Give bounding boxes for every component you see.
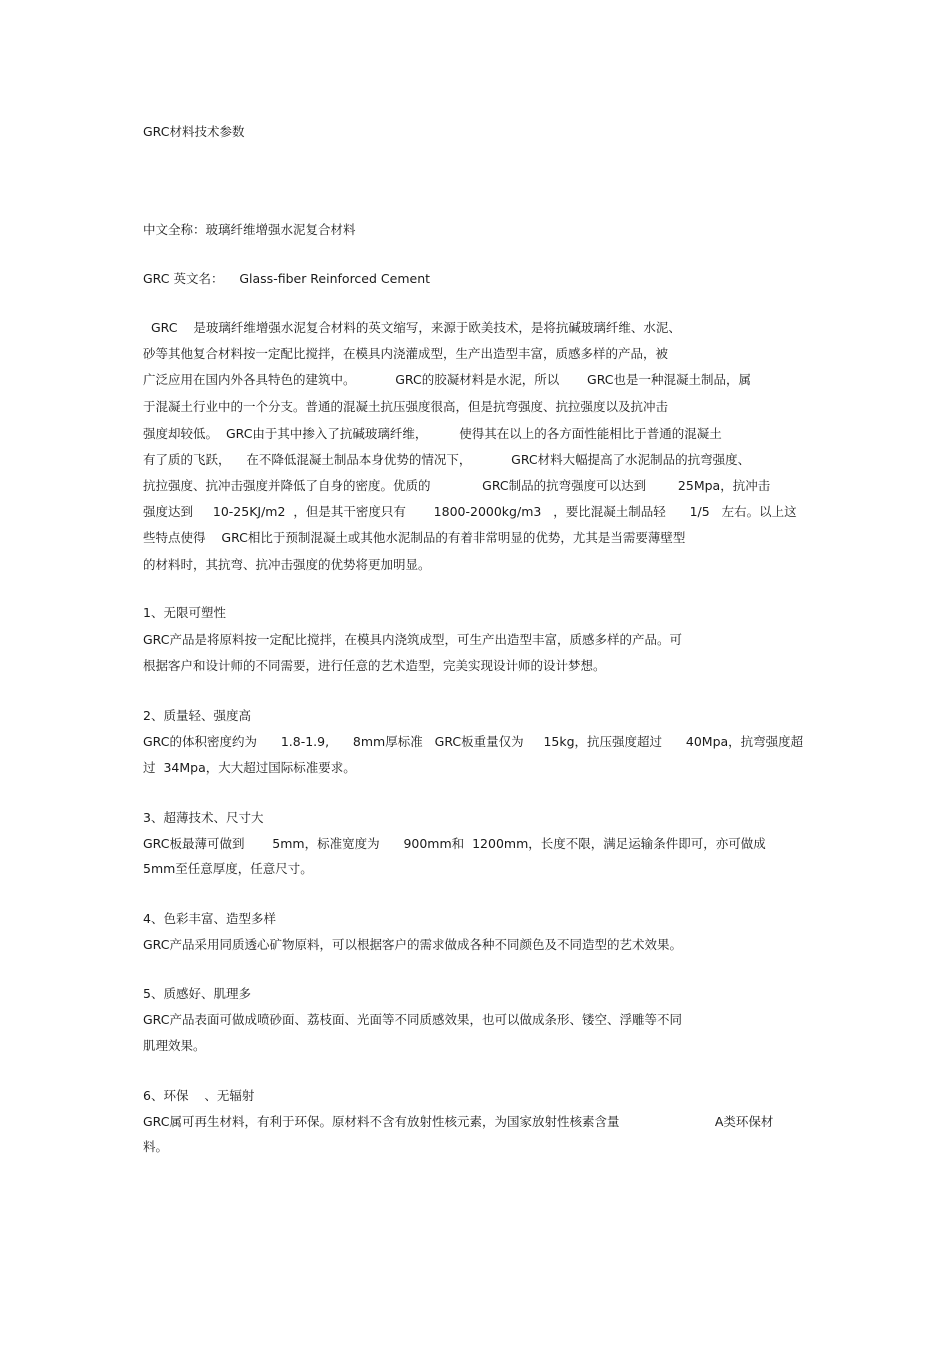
intro-line: 于混凝土行业中的一个分支。普通的混凝土抗压强度很高，但是抗弯强度、抗拉强度以及抗冲击 bbox=[143, 399, 669, 414]
section-text: 根据客户和设计师的不同需要，进行任意的艺术造型，完美实现设计师的设计梦想。 bbox=[143, 658, 606, 673]
intro-line: 些特点使得 GRC相比于预制混凝土或其他水泥制品的有着非常明显的优势，尤其是当需要薄壁型 bbox=[143, 530, 686, 545]
section-heading: 2、质量轻、强度高 bbox=[143, 708, 251, 723]
section-heading: 6、环保 、无辐射 bbox=[143, 1088, 255, 1103]
english-name: GRC 英文名： Glass-fiber Reinforced Cement bbox=[143, 271, 431, 286]
section-heading: 1、无限可塑性 bbox=[143, 605, 226, 620]
section-heading: 4、色彩丰富、造型多样 bbox=[143, 911, 276, 926]
intro-line: GRC 是玻璃纤维增强水泥复合材料的英文缩写，来源于欧美技术，是将抗碱玻璃纤维、水泥、 bbox=[143, 320, 681, 335]
intro-line: 抗拉强度、抗冲击强度并降低了自身的密度。优质的 GRC制品的抗弯强度可以达到 25Mpa，抗冲击 bbox=[143, 478, 771, 493]
intro-line: 砂等其他复合材料按一定配比搅拌，在模具内浇灌成型，生产出造型丰富，质感多样的产品，被 bbox=[143, 346, 669, 361]
section-text: 过 34Mpa，大大超过国际标准要求。 bbox=[143, 760, 356, 775]
section-text: GRC板最薄可做到 5mm，标准宽度为 900mm和 1200mm，长度不限，满足运输条件即可，亦可做成 bbox=[143, 836, 766, 851]
document-title: GRC材料技术参数 bbox=[143, 124, 245, 139]
section-text: GRC的体积密度约为 1.8-1.9, 8mm厚标准 GRC板重量仅为 15kg，抗压强度超过 40Mpa，抗弯强度超 bbox=[143, 734, 804, 749]
intro-line: 广泛应用在国内外各具特色的建筑中。 GRC的胶凝材料是水泥，所以 GRC也是一种混凝土制品，属 bbox=[143, 372, 752, 387]
intro-line: 的材料时，其抗弯、抗冲击强度的优势将更加明显。 bbox=[143, 557, 431, 572]
section-text: GRC产品采用同质透心矿物原料，可以根据客户的需求做成各种不同颜色及不同造型的艺术效果。 bbox=[143, 937, 682, 952]
intro-line: 有了质的飞跃， 在不降低混凝土制品本身优势的情况下， GRC材料大幅提高了水泥制品的抗弯强度、 bbox=[143, 452, 751, 467]
section-text: GRC产品是将原料按一定配比搅拌，在模具内浇筑成型，可生产出造型丰富，质感多样的产品。可 bbox=[143, 632, 682, 647]
section-heading: 3、超薄技术、尺寸大 bbox=[143, 810, 264, 825]
section-text: GRC产品表面可做成喷砂面、荔枝面、光面等不同质感效果，也可以做成条形、镂空、浮雕等不同 bbox=[143, 1012, 682, 1027]
section-text: 肌理效果。 bbox=[143, 1038, 206, 1053]
section-heading: 5、质感好、肌理多 bbox=[143, 986, 251, 1001]
chinese-full-name: 中文全称：玻璃纤维增强水泥复合材料 bbox=[143, 222, 356, 237]
section-text: 5mm至任意厚度，任意尺寸。 bbox=[143, 861, 313, 876]
section-text: 料。 bbox=[143, 1139, 169, 1154]
section-text: GRC属可再生材料，有利于环保。原材料不含有放射性核元素，为国家放射性核素含量 A类环保材 bbox=[143, 1114, 774, 1129]
intro-line: 强度却较低。 GRC由于其中掺入了抗碱玻璃纤维， 使得其在以上的各方面性能相比于普通的混凝土 bbox=[143, 426, 722, 441]
intro-line: 强度达到 10-25KJ/m2 ，但是其干密度只有 1800-2000kg/m3 ，要比混凝土制品轻 1/5 左右。以上这 bbox=[143, 504, 797, 519]
